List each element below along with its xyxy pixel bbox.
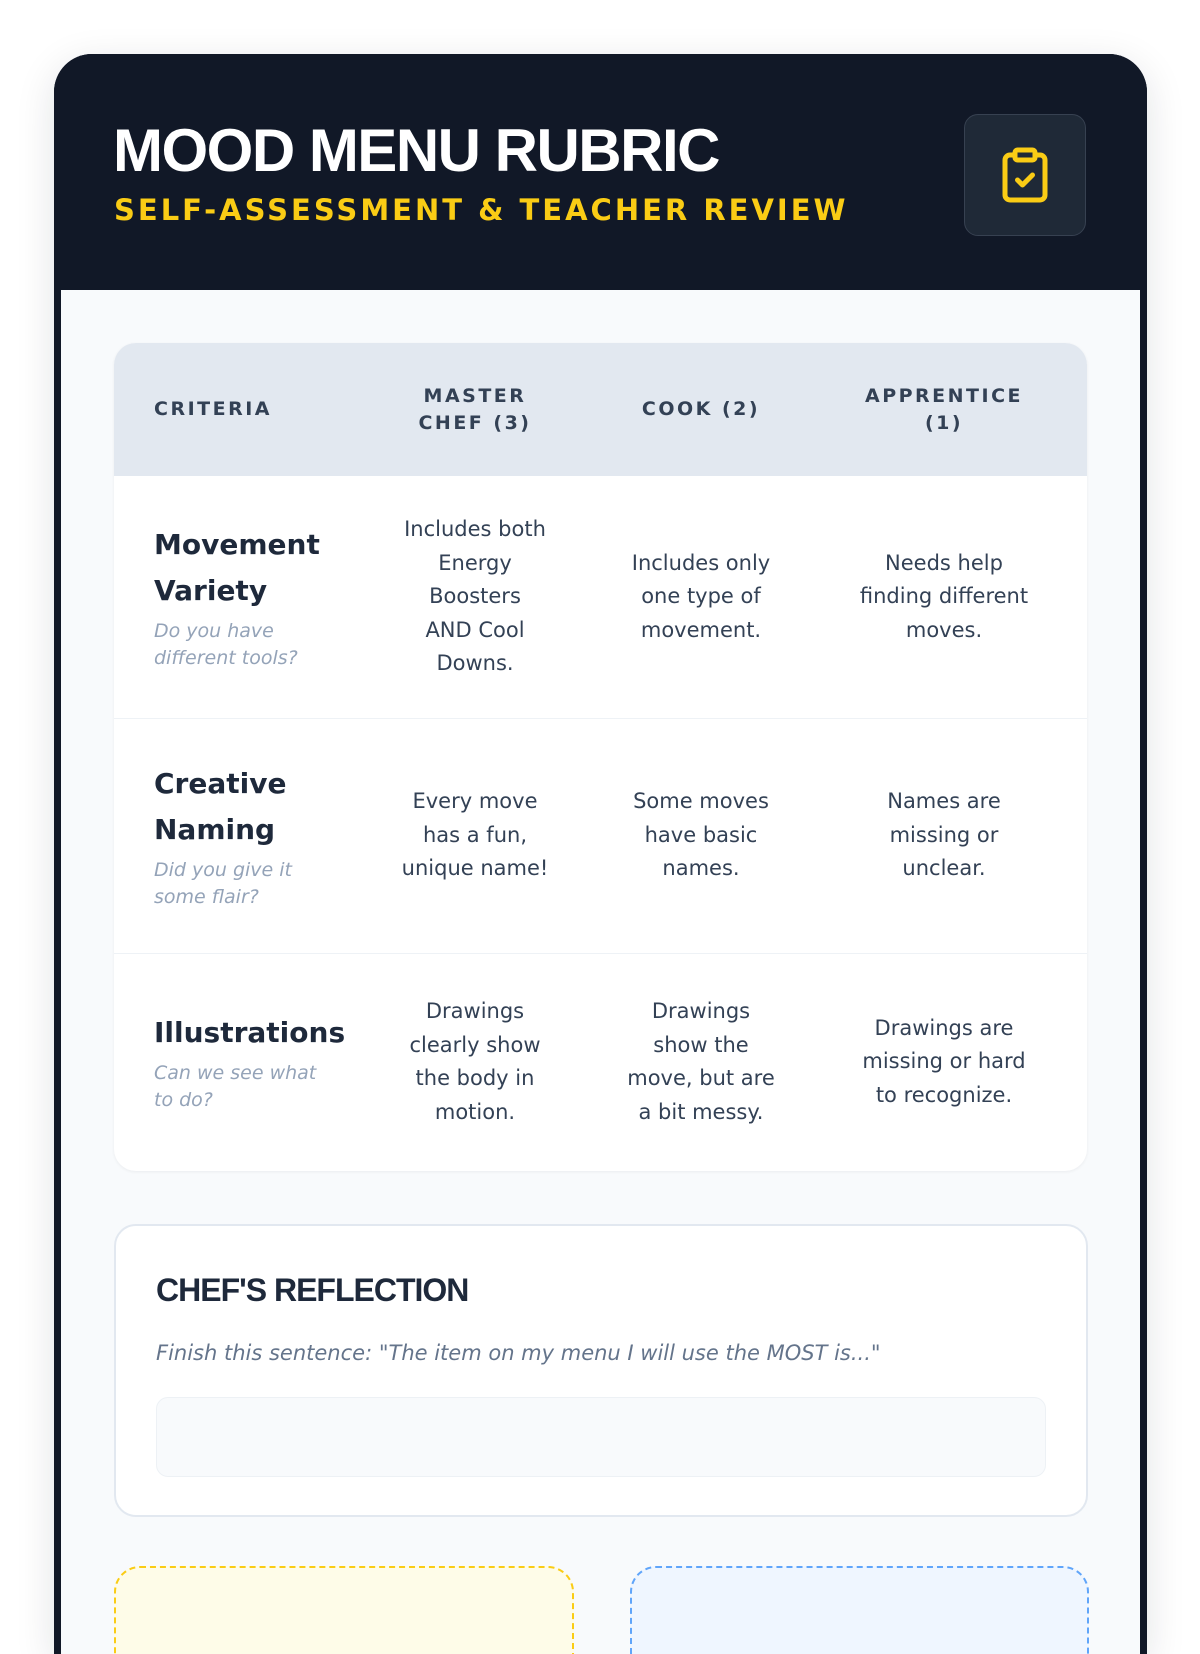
header-master-chef: MASTER CHEF (3) [418, 384, 532, 434]
header-criteria: CRITERIA [154, 398, 272, 420]
rubric-row-illustrations [114, 953, 1087, 1171]
criteria-question: Can we see what to do? [154, 1062, 317, 1111]
apprentice-cell: Drawings are missing or hard to recognize. [862, 1015, 1026, 1107]
criteria-name: Movement Variety [154, 528, 320, 607]
rubric-row-creative-naming [114, 718, 1087, 954]
reflection-answer-field[interactable] [156, 1397, 1046, 1477]
master-chef-cell: Includes both Energy Boosters AND Cool Downs. [404, 517, 546, 676]
clipboard-check-icon [995, 145, 1055, 205]
header [54, 54, 1147, 290]
master-chef-cell: Drawings clearly show the body in motion. [409, 999, 541, 1124]
chefs-reflection-section [114, 1224, 1088, 1517]
page-title: MOOD MENU RUBRIC [113, 117, 719, 184]
criteria-name: Creative Naming [154, 766, 287, 846]
criteria-cell [154, 476, 354, 718]
cook-cell: Some moves have basic names. [633, 789, 769, 881]
teacher-review-box[interactable] [630, 1566, 1089, 1654]
header-apprentice: APPRENTICE (1) [864, 384, 1024, 434]
cook-cell: Drawings show the move, but are a bit messy. [627, 999, 775, 1124]
master-chef-cell: Every move has a fun, unique name! [401, 789, 549, 881]
apprentice-cell: Names are missing or unclear. [887, 789, 1001, 881]
reflection-prompt: Finish this sentence: "The item on my menu I will use the MOST is..." [156, 1341, 881, 1365]
self-assessment-box[interactable] [114, 1566, 574, 1654]
content-panel [61, 290, 1140, 1654]
apprentice-cell: Needs help finding different moves. [859, 550, 1029, 642]
criteria-question: Did you give it some flair? [154, 858, 293, 908]
rubric-row-movement-variety [114, 476, 1087, 719]
criteria-cell [154, 953, 354, 1171]
cook-cell: Includes only one type of movement. [631, 550, 771, 642]
reflection-title: CHEF'S REFLECTION [156, 1272, 469, 1308]
criteria-name: Illustrations [154, 1016, 346, 1049]
criteria-question: Do you have different tools? [154, 620, 298, 669]
clipboard-button[interactable] [964, 114, 1086, 236]
header-cook: COOK (2) [641, 398, 761, 420]
criteria-cell [154, 718, 354, 953]
rubric-card [54, 54, 1147, 1654]
page-subtitle: SELF-ASSESSMENT & TEACHER REVIEW [114, 193, 849, 227]
rubric-table [114, 343, 1087, 1171]
rubric-header-row [114, 343, 1087, 476]
